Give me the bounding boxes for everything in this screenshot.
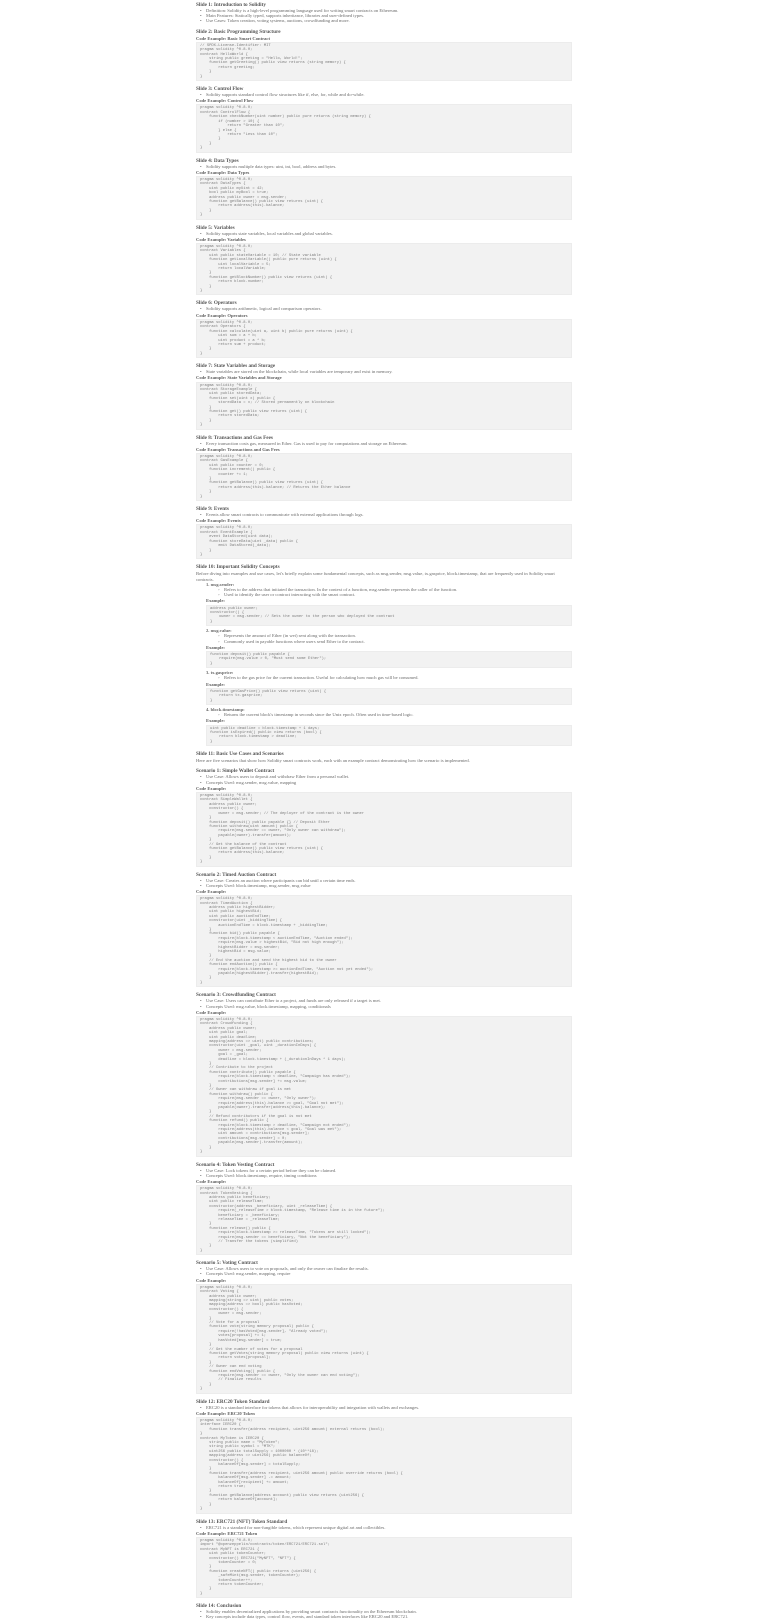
s5-bullet: • Solidity supports state variables, local variables and global variables. (206, 231, 572, 236)
s4-code-label: Code Example: Data Types (196, 169, 250, 175)
slide-14-title: Slide 14: Conclusion (196, 1603, 242, 1610)
concept-detail: ◦ Used to identify the user or contract interacting with the smart contract. (224, 592, 572, 597)
scenario-code-label: Code Example: (196, 888, 227, 894)
concept-item (206, 582, 572, 626)
concept-example-label: Example: (206, 681, 225, 687)
s6-code-block: pragma solidity ^0.8.0; contract Operators { function calculate(uint a, uint b) public pure returns (uint) { uint sum = a + b; uint product = a * b; return sum + product; } } (196, 319, 572, 358)
slide-4-title: Slide 4: Data Types (196, 157, 239, 164)
scenario-code-label: Code Example: (196, 1178, 227, 1184)
s9-bullet: • Events allow smart contracts to communicate with external applications through logs. (206, 512, 572, 517)
s2-code-label: Code Example: Basic Smart Contract (196, 35, 271, 41)
s13-code-label: Code Example: ERC721 Token (196, 1530, 258, 1536)
scenario-bullet: • Concepts Used: block.timestamp, require, timing conditions (206, 1173, 572, 1178)
scenario-bullet: • Use Case: Creates an auction where participants can bid until a certain time ends. (206, 878, 572, 883)
s12-bullet: • ERC20 is a standard interface for tokens that allows for interoperability and integration with wallets and exchanges. (206, 1405, 572, 1410)
scenario-bullet: • Use Case: Allows users to deposit and withdraw Ether from a personal wallet. (206, 774, 572, 779)
s14-bullet: • Key concepts include data types, control flow, events, and standard token interfaces like ERC20 and ERC721. (206, 1614, 572, 1619)
slide-7-title: Slide 7: State Variables and Storage (196, 363, 276, 370)
s14-bullet: • Solidity enables decentralized applications by providing smart contracts functionality on the Ethereum blockchain. (206, 1609, 572, 1614)
scenario-title: Scenario 3: Crowdfunding Contract (196, 992, 276, 999)
slide-9-title: Slide 9: Events (196, 506, 229, 513)
s5-code-block: pragma solidity ^0.8.0; contract Variables { uint public stateVariable = 10; // State variable function getLocalVariable() public pure returns (uint) { uint localVariable = 5; return localVariable; } function getBlockNumber() public view returns (uint) { return block.number; } } (196, 243, 572, 295)
concept-name: 1. msg.sender: (206, 581, 235, 587)
document-page (196, 2, 572, 1620)
s6-bullet: • Solidity supports arithmetic, logical and comparison operators. (206, 306, 572, 311)
s13-code-block: pragma solidity ^0.8.0; import "@openzeppelin/contracts/token/ERC721/ERC721.sol"; contract MyNFT is ERC721 { uint public tokenCounter; constructor() ERC721("MyNFT", "NFT") { tokenCounter = 0; } function createNFT() public returns (uint256) { _safeMint(msg.sender, tokenCounter); tokenCounter++; return tokenCounter; } } (196, 1537, 572, 1598)
scenario-title: Scenario 4: Token Vesting Contract (196, 1161, 275, 1168)
s1-bullet: • Main Features: Statically typed, supports inheritance, libraries and user-defined types. (206, 13, 572, 18)
concept-item (206, 670, 572, 705)
s12-code-block: pragma solidity ^0.8.0; interface IERC20 { function transfer(address recipient, uint256 amount) external returns (bool); } contract MyToken is IERC20 { string public name = "MyToken"; string public symbol = "MTK"; uint256 public totalSupply = 1000000 * (10**18); mapping(address => uint256) public balanceOf; constructor() { balanceOf[msg.sender] = totalSupply; } function transfer(address recipient, uint256 amount) public override returns (bool) { balanceOf[msg.sender] -= amount; balanceOf[recipient] += amount; return true; } function getBalance(address account) public view returns (uint256) { return balanceOf[account]; } } (196, 1417, 572, 1514)
slide-5-title: Slide 5: Variables (196, 224, 235, 231)
concept-detail: ◦ Refers to the gas price for the current transaction. Useful for calculating how much gas will be consumed. (224, 675, 572, 680)
s3-bullet: • Solidity supports standard control flow structures like if, else, for, while and do-while. (206, 92, 572, 97)
scenario-bullet: • Concepts Used: msg.sender, msg.value, mapping (206, 780, 572, 785)
slide-6-title: Slide 6: Operators (196, 300, 237, 307)
concept-detail: ◦ Returns the current block's timestamp in seconds since the Unix epoch. Often used in time-based logic. (224, 712, 572, 717)
scenario-code-label: Code Example: (196, 1009, 227, 1015)
concept-name: 2. msg.value: (206, 628, 232, 634)
s9-code-label: Code Example: Events (196, 518, 241, 524)
s8-code-label: Code Example: Transactions and Gas Fees (196, 446, 280, 452)
concept-detail: ◦ Refers to the address that initiated the transaction. In the context of a function, msg.sender represents the caller of the function. (224, 587, 572, 592)
s13-bullet: • ERC721 is a standard for non-fungible tokens, which represent unique digital art and collectibles. (206, 1525, 572, 1530)
s2-code-block: // SPDX-License-Identifier: MIT pragma solidity ^0.8.0; contract HelloWorld { string public greeting = "Hello, World!"; function getGreeting() public view returns (string memory) { return greeting; } } (196, 42, 572, 81)
concept-detail: ◦ Represents the amount of Ether (in wei) sent along with the transaction. (224, 633, 572, 638)
s6-code-label: Code Example: Operators (196, 312, 248, 318)
scenario-bullet: • Concepts Used: block.timestamp, msg.sender, msg.value (206, 883, 572, 888)
scenario-bullet: • Concepts Used: msg.value, block.timestamp, mapping, conditionals (206, 1004, 572, 1009)
concept-detail: ◦ Commonly used in payable functions where users send Ether to the contract. (224, 639, 572, 644)
concept-example-label: Example: (206, 718, 225, 724)
s4-bullet: • Solidity supports multiple data types: uint, int, bool, address and bytes. (206, 164, 572, 169)
slide-3-title: Slide 3: Control Flow (196, 86, 244, 93)
s1-bullet: • Use Cases: Token creation, voting systems, auctions, crowdfunding and more. (206, 18, 572, 23)
concept-name: 3. tx.gasprice: (206, 670, 234, 676)
concept-item (206, 628, 572, 668)
s7-bullet: • State variables are stored on the blockchain, while local variables are temporary and exist in memory. (206, 369, 572, 374)
s8-bullet: • Every transaction costs gas, measured in Ether. Gas is used to pay for computations and storage on Ethereum. (206, 441, 572, 446)
slide-11-title: Slide 11: Basic Use Cases and Scenarios (196, 751, 284, 758)
scenario-bullet: • Use Case: Users can contribute Ether to a project, and funds are only released if a target is met. (206, 998, 572, 1003)
concept-item (206, 707, 572, 746)
scenario-bullet: • Concepts Used: msg.sender, mapping, require (206, 1271, 572, 1276)
concept-example-label: Example: (206, 644, 225, 650)
slide-1-title: Slide 1: Introduction to Solidity (196, 2, 266, 8)
scenario-code-block: pragma solidity ^0.8.0; contract SimpleWallet { address public owner; constructor() { owner = msg.sender; // The deployer of the contract is the owner } function deposit() public payable {} // Deposit Ether function withdraw(uint amount) public { require(msg.sender == owner, "Only owner can withdraw"); payable(owner).transfer(amount); } // Get the balance of the contract function getBalance() public view returns (uint) { return address(this).balance; } } (196, 792, 572, 867)
s7-code-block: pragma solidity ^0.8.0; contract StorageExample { uint public storedData; function set(uint x) public { storedData = x; // Stored permanently on blockchain } function get() public view returns (uint) { return storedData; } } (196, 382, 572, 430)
s9-code-block: pragma solidity ^0.8.0; contract EventExample { event DataStored(uint data); function storeData(uint _data) public { emit DataStored(_data); } } (196, 524, 572, 559)
s1-bullet: • Definition: Solidity is a high-level programming language used for writing smart contracts on Ethereum. (206, 8, 572, 13)
s8-code-block: pragma solidity ^0.8.0; contract GasExample { uint public counter = 0; function increment() public { counter += 1; } function getBalance() public view returns (uint) { return address(this).balance; // Returns the Ether balance } } (196, 453, 572, 501)
slide-12-title: Slide 12: ERC20 Token Standard (196, 1398, 270, 1405)
scenario-title: Scenario 1: Simple Wallet Contract (196, 768, 275, 775)
s7-code-label: Code Example: State Variables and Storage (196, 375, 282, 381)
s11-intro-paragraph: Here are five scenarios that show how Solidity smart contracts work, each with an example contract demonstrating how the scenario is implemented. (196, 758, 470, 764)
scenario-bullet: • Use Case: Allows users to vote on proposals, and only the owner can finalize the results. (206, 1266, 572, 1271)
s12-code-label: Code Example: ERC20 Token (196, 1410, 255, 1416)
slide-13-title: Slide 13: ERC721 (NFT) Token Standard (196, 1518, 288, 1525)
slide-8-title: Slide 8: Transactions and Gas Fees (196, 434, 273, 441)
slide-10-title: Slide 10: Important Solidity Concepts (196, 564, 280, 571)
scenario-code-label: Code Example: (196, 1277, 227, 1283)
s5-code-label: Code Example: Variables (196, 236, 246, 242)
concept-code-block: function deposit() public payable { require(msg.value > 0, "Must send some Ether"); } (206, 651, 572, 668)
scenario-code-label: Code Example: (196, 785, 227, 791)
scenario-bullet: • Use Case: Lock tokens for a certain period before they can be claimed. (206, 1168, 572, 1173)
s3-code-label: Code Example: Control Flow (196, 98, 254, 104)
concept-code-block: function getGasPrice() public view returns (uint) { return tx.gasprice; } (206, 688, 572, 705)
concept-code-block: address public owner; constructor() { owner = msg.sender; // Sets the owner to the person who deployed the contract } (206, 605, 572, 627)
scenario-title: Scenario 2: Timed Auction Contract (196, 871, 277, 878)
s10-intro-paragraph: Before diving into examples and use cases, let's briefly explain some fundamental concepts, such as msg.sender, msg.value, tx.gasprice, block.timestamp, that are frequently used in Solidity smart contracts. (196, 571, 555, 582)
slide-2-title: Slide 2: Basic Programming Structure (196, 28, 281, 35)
s4-code-block: pragma solidity ^0.8.0; contract DataTypes { uint public myUint = 42; bool public myBool = true; address public owner = msg.sender; function getBalance() public view returns (uint) { return address(this).balance; } } (196, 176, 572, 220)
scenario-code-block: pragma solidity ^0.8.0; contract Crowdfunding { address public owner; uint public goal; uint public deadline; mapping(address => uint) public contributions; constructor(uint _goal, uint _durationInDays) { owner = msg.sender; goal = _goal; deadline = block.timestamp + (_durationInDays * 1 days); } // Contribute to the project function contribute() public payable { require(block.timestamp < deadline, "Campaign has ended"); contributions[msg.sender] += msg.value; } // Owner can withdraw if goal is met function withdraw() public { require(msg.sender == owner, "Only owner"); require(address(this).balance >= goal, "Goal not met"); payable(owner).transfer(address(this).balance); } // Refund contributors if the goal is not met function refund() public { require(block.timestamp > deadline, "Campaign not ended"); require(address(this).balance < goal, "Goal was met"); uint amount = contributions[msg.sender]; contributions[msg.sender] = 0; payable(msg.sender).transfer(amount); } } (196, 1016, 572, 1157)
concept-example-label: Example: (206, 598, 225, 604)
s3-code-block: pragma solidity ^0.8.0; contract ControlFlow { function checkNumber(uint number) public pure returns (string memory) { if (number > 10) { return "Greater than 10"; } else { return "Less than 10"; } } } (196, 104, 572, 152)
scenario-code-block: pragma solidity ^0.8.0; contract TimedAuction { address public highestBidder; uint public highestBid; uint public auctionEndTime; constructor(uint _biddingTime) { auctionEndTime = block.timestamp + _biddingTime; } function bid() public payable { require(block.timestamp < auctionEndTime, "Auction ended"); require(msg.value > highestBid, "Bid not high enough"); highestBidder = msg.sender; highestBid = msg.value; } // End the auction and send the highest bid to the owner function endAuction() public { require(block.timestamp >= auctionEndTime, "Auction not yet ended"); payable(highestBidder).transfer(highestBid); } } (196, 895, 572, 987)
concept-name: 4. block.timestamp: (206, 707, 245, 713)
scenario-code-block: pragma solidity ^0.8.0; contract TokenVesting { address public beneficiary; uint public releaseTime; constructor(address _beneficiary, uint _releaseTime) { require(_releaseTime > block.timestamp, "Release time is in the future"); beneficiary = _beneficiary; releaseTime = _releaseTime; } function release() public { require(block.timestamp >= releaseTime, "Tokens are still locked"); require(msg.sender == beneficiary, "Not the beneficiary"); // Transfer the tokens (simplified) } } (196, 1185, 572, 1255)
scenario-code-block: pragma solidity ^0.8.0; contract Voting { address public owner; mapping(string => uint) public votes; mapping(address => bool) public hasVoted; constructor() { owner = msg.sender; } // Vote for a proposal function vote(string memory proposal) public { require(!hasVoted[msg.sender], "Already voted"); votes[proposal] += 1; hasVoted[msg.sender] = true; } // Get the number of votes for a proposal function getVotes(string memory proposal) public view returns (uint) { return votes[proposal]; } // Owner can end voting function endVoting() public { require(msg.sender == owner, "Only the owner can end voting"); // Finalize results } } (196, 1284, 572, 1394)
concept-code-block: uint public deadline = block.timestamp + 1 days; function isExpired() public view returns (bool) { return block.timestamp > deadline; } (206, 725, 572, 747)
scenario-title: Scenario 5: Voting Contract (196, 1260, 258, 1267)
